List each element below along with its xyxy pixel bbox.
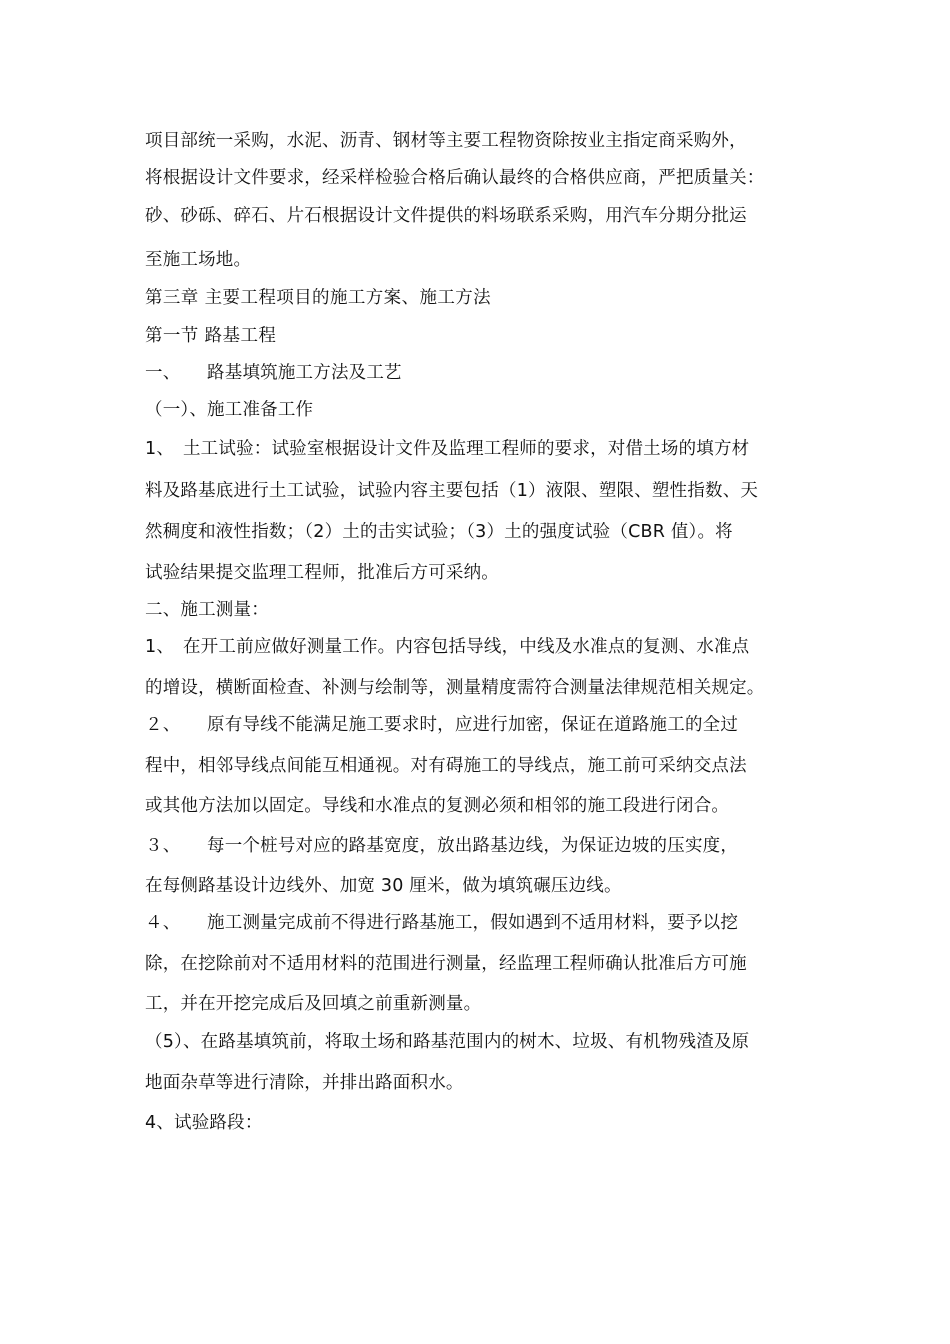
paragraph-line: ４、 施工测量完成前不得进行路基施工，假如遇到不适用材料，要予以挖 [145, 913, 739, 933]
paragraph-line: 程中，相邻导线点间能互相通视。对有碍施工的导线点，施工前可采纳交点法 [145, 756, 747, 776]
paragraph-line: 或其他方法加以固定。导线和水准点的复测必须和相邻的施工段进行闭合。 [145, 796, 730, 816]
paragraph-line: 地面杂草等进行清除，并排出路面积水。 [145, 1073, 464, 1093]
paragraph-line: （5）、在路基填筑前，将取土场和路基范围内的树木、垃圾、有机物残渣及原 [145, 1032, 750, 1052]
paragraph-line: 工，并在开挖完成后及回填之前重新测量。 [145, 994, 482, 1014]
paragraph-line: 料及路基底进行土工试验，试验内容主要包括（1）液限、塑限、塑性指数、天 [145, 481, 759, 501]
paragraph-line: 至施工场地。 [145, 250, 252, 270]
chapter-heading: 第三章 主要工程项目的施工方案、施工方法 [145, 288, 492, 308]
paragraph-line: 的增设，横断面检查、补测与绘制等，测量精度需符合测量法律规范相关规定。 [145, 678, 765, 698]
paragraph-line: 试验结果提交监理工程师，批准后方可采纳。 [145, 563, 499, 583]
paragraph-line: 在每侧路基设计边线外、加宽 30 厘米，做为填筑碾压边线。 [145, 876, 622, 896]
section-heading: 第一节 路基工程 [145, 326, 277, 346]
paragraph-line: ３、 每一个桩号对应的路基宽度，放出路基边线，为保证边坡的压实度， [145, 836, 739, 856]
paragraph-line: 除，在挖除前对不适用材料的范围进行测量，经监理工程师确认批准后方可施 [145, 954, 747, 974]
paragraph-line: 砂、砂砾、碎石、片石根据设计文件提供的料场联系采购，用汽车分期分批运 [145, 206, 747, 226]
subsection-heading: 二、施工测量： [145, 600, 269, 620]
subsection-heading: 4、试验路段： [145, 1113, 263, 1133]
paragraph-line: 1、 土工试验：试验室根据设计文件及监理工程师的要求，对借土场的填方材 [145, 439, 750, 459]
paragraph-line: ２、 原有导线不能满足施工要求时，应进行加密，保证在道路施工的全过 [145, 715, 739, 735]
paragraph-line: 然稠度和液性指数；（2）土的击实试验；（3）土的强度试验（CBR 值）。将 [145, 522, 733, 542]
subsection-heading: （一）、施工准备工作 [145, 400, 314, 420]
paragraph-line: 项目部统一采购，水泥、沥青、钢材等主要工程物资除按业主指定商采购外， [145, 131, 747, 151]
paragraph-line: 将根据设计文件要求，经采样检验合格后确认最终的合格供应商，严把质量关： [145, 168, 765, 188]
subsection-heading: 一、 路基填筑施工方法及工艺 [145, 363, 402, 383]
paragraph-line: 1、 在开工前应做好测量工作。内容包括导线，中线及水准点的复测、水准点 [145, 637, 750, 657]
